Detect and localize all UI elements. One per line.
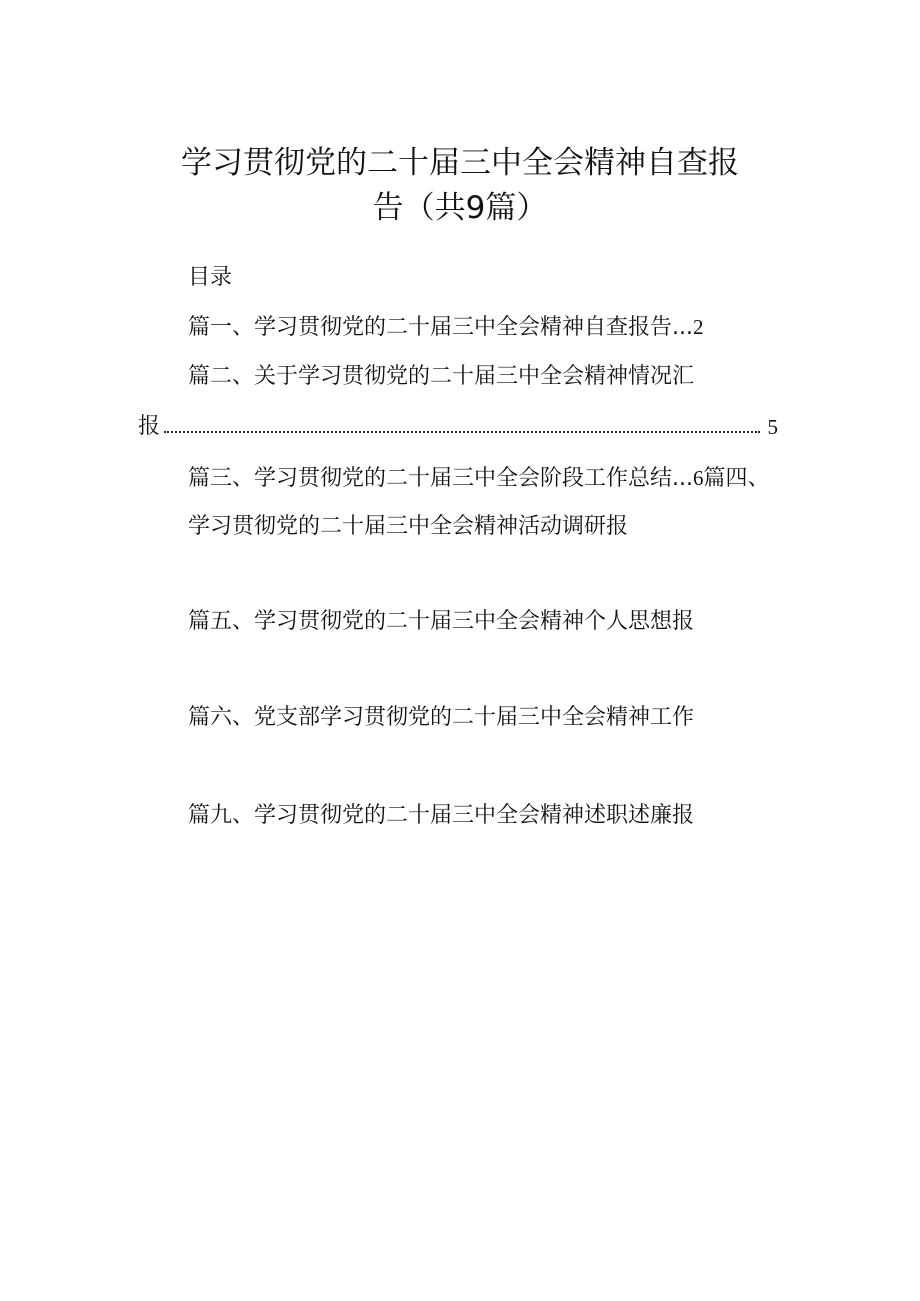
toc-item-6-text: 篇六、党支部学习贯彻党的二十届三中全会精神工作 — [188, 705, 695, 730]
toc-item-3[interactable] — [188, 463, 770, 494]
toc-item-3-page: 6 — [693, 466, 704, 490]
toc-dot-leader — [164, 431, 760, 433]
toc-item-9[interactable] — [188, 801, 694, 831]
toc-item-2[interactable] — [188, 362, 694, 392]
toc-item-1-dots: ... — [672, 315, 693, 340]
toc-item-4[interactable] — [188, 512, 628, 542]
toc-item-1-text: 篇一、学习贯彻党的二十届三中全会精神自查报告 — [188, 315, 673, 340]
toc-item-2-cont-text: 报 — [138, 414, 161, 439]
toc-item-4-text: 学习贯彻党的二十届三中全会精神活动调研报 — [188, 514, 629, 539]
toc-item-1-page: 2 — [693, 315, 704, 339]
toc-item-4-prefix: 篇四、 — [703, 466, 770, 491]
toc-item-1[interactable] — [188, 312, 704, 343]
document-title-line-2: 告（共9篇） — [372, 190, 548, 226]
toc-item-6[interactable] — [188, 703, 694, 733]
toc-item-5-text: 篇五、学习贯彻党的二十届三中全会精神个人思想报 — [188, 609, 695, 634]
document-title-line-1: 学习贯彻党的二十届三中全会精神自查报 — [181, 145, 739, 181]
toc-heading: 目录 — [188, 265, 233, 290]
toc-item-5[interactable] — [188, 607, 694, 637]
toc-item-9-text: 篇九、学习贯彻党的二十届三中全会精神述职述廉报 — [188, 803, 695, 828]
toc-item-3-dots: ... — [672, 466, 693, 491]
toc-item-2-text: 篇二、关于学习贯彻党的二十届三中全会精神情况汇 — [188, 364, 695, 389]
toc-item-2-page: 5 — [767, 415, 778, 439]
toc-item-3-text: 篇三、学习贯彻党的二十届三中全会阶段工作总结 — [188, 466, 673, 491]
toc-item-2-continuation[interactable] — [138, 412, 778, 442]
